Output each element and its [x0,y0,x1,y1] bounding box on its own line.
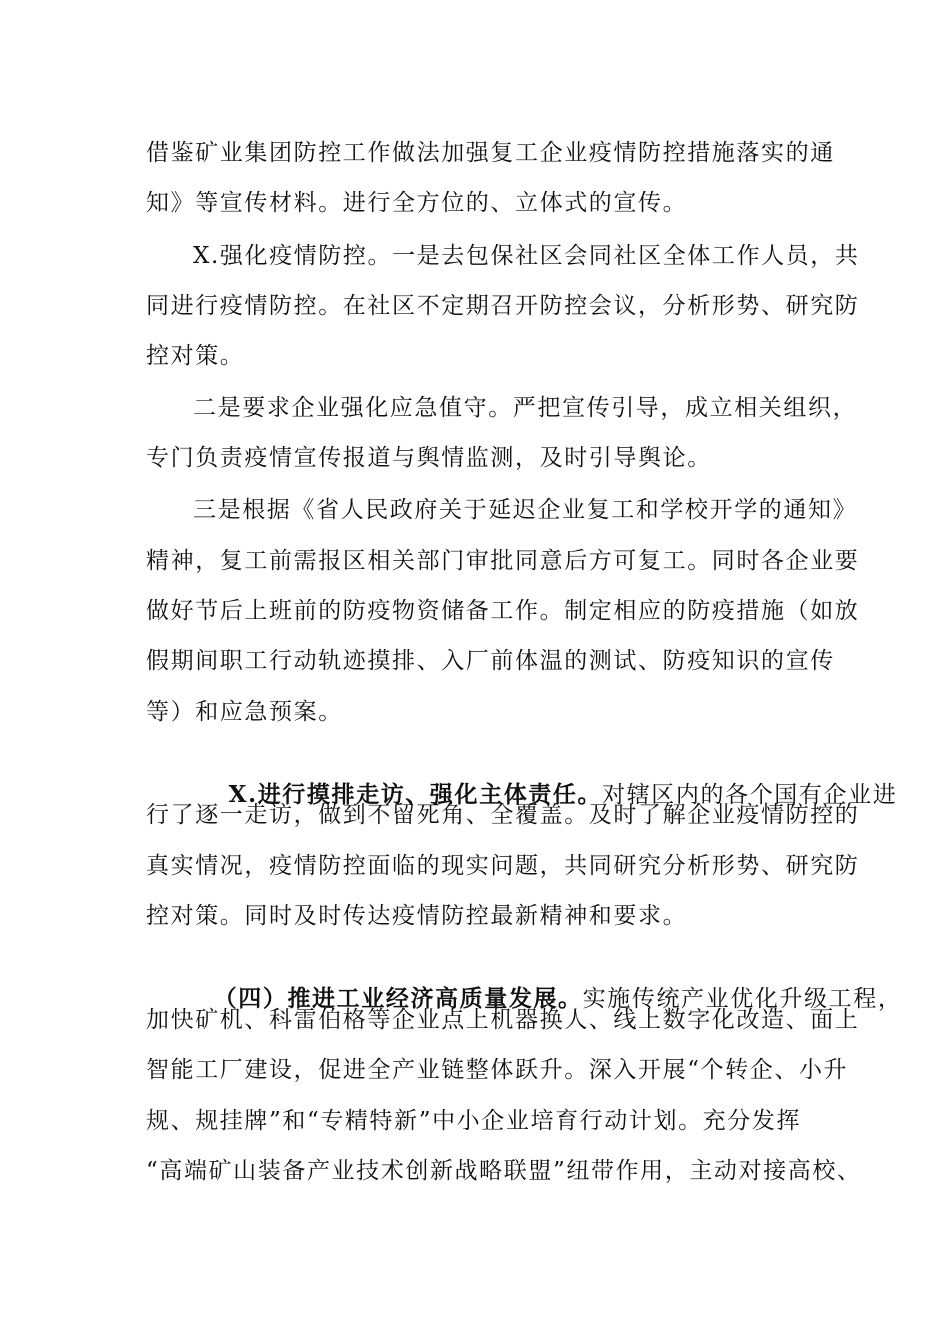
paragraph-4-line-2: 精神，复工前需报区相关部门审批同意后方可复工。同时各企业要 [146,548,860,574]
paragraph-6-heading: （四）推进工业经济高质量发展。 [213,985,583,1012]
paragraph-6-line-4: 规、规挂牌”和“专精特新”中小企业培育行动计划。充分发挥 [146,1108,802,1134]
paragraph-2-line-3: 控对策。 [146,343,245,369]
paragraph-4-line-1: 三是根据《省人民政府关于延迟企业复工和学校开学的通知》 [193,497,858,523]
paragraph-5-line-4: 控对策。同时及时传达疫情防控最新精神和要求。 [146,903,688,929]
paragraph-6-line-3: 智能工厂建设，促进全产业链整体跃升。深入开展“个转企、小升 [146,1057,849,1083]
paragraph-5-line-3: 真实情况，疫情防控面临的现实问题，共同研究分析形势、研究防 [146,853,860,879]
paragraph-4-line-5: 等）和应急预案。 [146,699,343,725]
paragraph-4-line-4: 假期间职工行动轨迹摸排、入厂前体温的测试、防疫知识的宣传 [146,648,835,674]
paragraph-2-line-2: 同进行疫情防控。在社区不定期召开防控会议，分析形势、研究防 [146,293,860,319]
paragraph-1-line-2: 知》等宣传材料。进行全方位的、立体式的宣传。 [146,190,688,216]
paragraph-6-first-line-text: 实施传统产业优化升级工程， [582,986,903,1012]
paragraph-1-line-1: 借鉴矿业集团防控工作做法加强复工企业疫情防控措施落实的通 [146,140,835,166]
paragraph-6-line-2: 加快矿机、科雷伯格等企业点上机器换人、线上数字化改造、面上 [146,1007,860,1033]
paragraph-5-heading: X.进行摸排走访、强化主体责任。 [228,781,603,808]
paragraph-2-line-1: X.强化疫情防控。一是去包保社区会同社区全体工作人员，共 [193,243,860,269]
paragraph-4-line-3: 做好节后上班前的防疫物资储备工作。制定相应的防疫措施（如放 [146,598,860,624]
paragraph-3-line-1: 二是要求企业强化应急值守。严把宣传引导，成立相关组织， [193,395,858,421]
paragraph-3-line-2: 专门负责疫情宣传报道与舆情监测，及时引导舆论。 [146,445,712,471]
paragraph-5-line-2: 行了逐一走访，做到不留死角、全覆盖。及时了解企业疫情防控的 [146,802,860,828]
paragraph-6-line-5: “高端矿山装备产业技术创新战略联盟”纽带作用，主动对接高校、 [146,1158,862,1184]
paragraph-5-first-line-text: 对辖区内的各个国有企业进 [602,782,898,808]
